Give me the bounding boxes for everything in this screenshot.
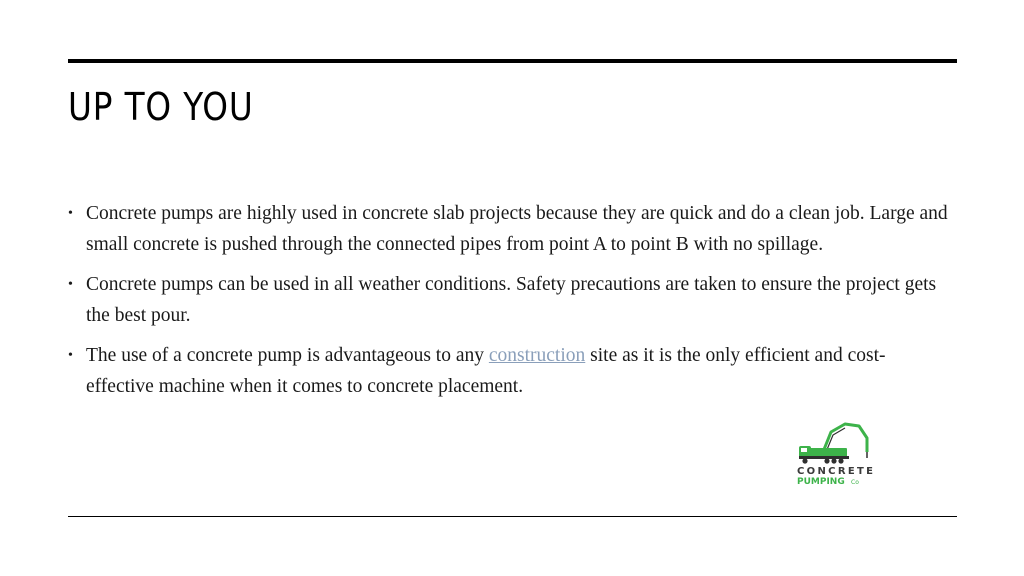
logo-suffix: Co bbox=[851, 479, 859, 486]
bullet-icon: • bbox=[68, 206, 73, 221]
bottom-divider bbox=[68, 516, 957, 517]
bullet-item bbox=[68, 269, 948, 331]
concrete-pump-truck-icon bbox=[799, 424, 867, 464]
bullet-item bbox=[68, 340, 948, 402]
bullet-icon: • bbox=[68, 348, 73, 363]
concrete-pumping-logo bbox=[793, 418, 877, 490]
bullet-list bbox=[68, 198, 948, 411]
bullet-text: Concrete pumps are highly used in concrete slab projects because they are quick and do a clean job. Large and small concrete is pushed through the connected pipes from point A to point B with no spillage. bbox=[86, 203, 948, 255]
slide-title: UP TO YOU bbox=[68, 85, 254, 129]
logo-line2: PUMPING bbox=[797, 477, 845, 487]
bullet-text-before-link: The use of a concrete pump is advantageous to any bbox=[86, 345, 489, 366]
top-divider bbox=[68, 59, 957, 63]
bullet-item bbox=[68, 198, 948, 260]
bullet-text: Concrete pumps can be used in all weather conditions. Safety precautions are taken to ensure the project gets the best pour. bbox=[86, 274, 937, 326]
logo-line1: CONCRETE bbox=[797, 466, 873, 477]
bullet-icon: • bbox=[68, 277, 73, 292]
construction-link[interactable]: construction bbox=[488, 345, 586, 366]
bullet-text-after-link: site as it is the only efficient and cost-effective machine when it comes to concrete placement. bbox=[86, 345, 886, 397]
